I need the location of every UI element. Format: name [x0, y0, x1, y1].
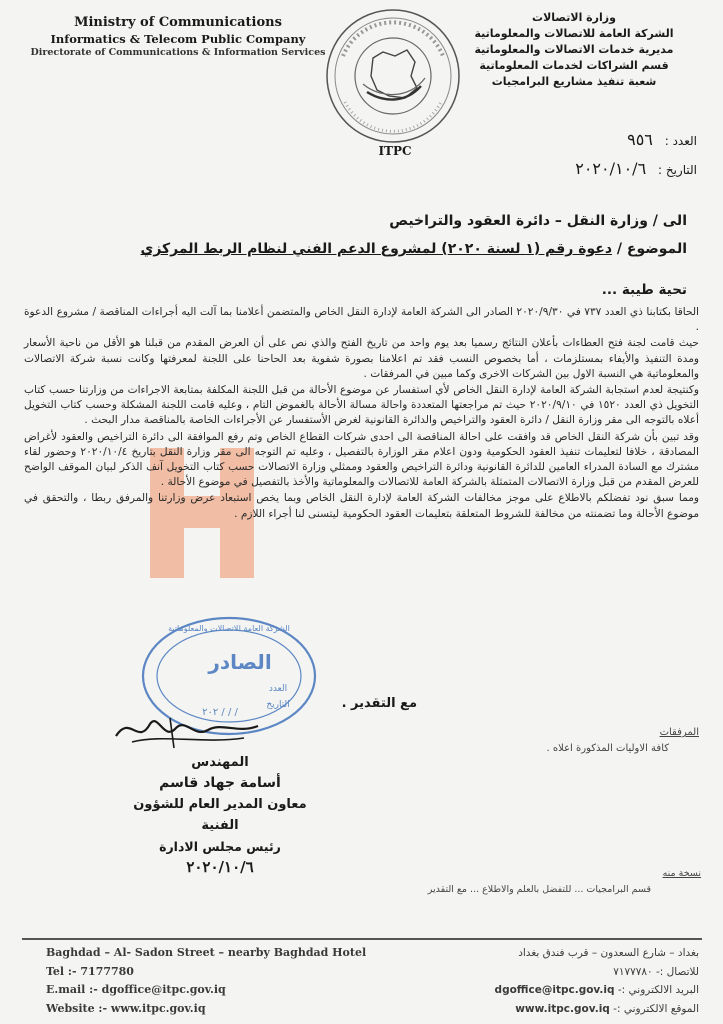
reference-number-row [575, 126, 697, 155]
stamp-label: الصادر [208, 650, 272, 674]
reference-date-row [575, 155, 697, 184]
footer-email-value[interactable]: dgoffice@itpc.gov.iq [494, 984, 615, 996]
reference-date-label: التاريخ : [657, 162, 697, 177]
subject-text: دعوة رقم (١ لسنة ٢٠٢٠) لمشروع الدعم الفني لنظام الربط المركزي [140, 241, 613, 257]
signatory-date: ٢٠٢٠/١٠/٦ [186, 858, 254, 876]
subject-label: الموضوع / [616, 241, 687, 257]
footer-address-ar: بغداد – شارع السعدون – قرب فندق بغداد [518, 947, 699, 959]
footer-email-label-ar: البريد الالكتروني :- [617, 984, 699, 996]
footer-email-ar [495, 981, 699, 1000]
footer-website-value[interactable]: www.itpc.gov.iq [515, 1002, 610, 1015]
itpc-emblem-icon [323, 6, 463, 146]
handwritten-signature [112, 708, 262, 750]
stamp-date-label: التاريخ [266, 700, 290, 710]
body-paragraph-4: وقد تبين بأن شركة النقل الخاص قد وافقت على احالة المناقصة الى احدى شركات القطاع الخاص وتم رفع الموافقة الى دائرة التراخيص والعقود لأغراض المصادقة ، خلافا لتعليمات تنفيذ العقود الحكومية ودون اعلام مقر الوزارة بالتفصيل ، وعليه تم التوجه الى مقر وزارة النقل بتاريخ ٢٠٢٠/١٠/٤ وحضور لقاء مشترك مع السادة المدراء العامين للدائرة القانونية ودائرة التراخيص والعقود وممثلي وزارة الاتصالات حسب كتاب التخويل آنف الذكر لبيان الموقف الواضح للعرض المقدم من قبل وزارة الاتصالات المتمثلة بالشركة العامة للاتصالات والمعلوماتية والأخذ بالتفصيل في موضوع الأحالة . [24, 430, 699, 489]
footer-website-label-ar: الموقع الالكتروني :- [613, 1002, 699, 1015]
footer-website-en[interactable]: Website :- www.itpc.gov.iq [46, 1001, 206, 1015]
logo-text: ITPC [378, 144, 412, 158]
stamp-date-value: ٢٠٢ / / / [202, 707, 238, 718]
stamp-number-label: العدد [268, 684, 288, 694]
reference-number-label: العدد : [664, 134, 697, 148]
ministry-name-ar: وزارة الاتصالات [532, 11, 616, 24]
footer-email-en[interactable]: E.mail :- dgoffice@itpc.gov.iq [46, 983, 226, 996]
signatory-position-1: معاون المدير العام للشؤون الفنية [133, 797, 307, 833]
department-name-ar: قسم الشراكات لخدمات المعلوماتية [479, 58, 669, 72]
directorate-name-ar: مديرية خدمات الاتصالات والمعلوماتية [474, 42, 674, 56]
footer-website-ar [495, 1000, 699, 1019]
footer-divider [22, 938, 702, 940]
letterhead-arabic [449, 10, 699, 90]
attachments-title: المرفقات [659, 727, 699, 738]
ministry-name-en: Ministry of Communications [74, 15, 282, 30]
directorate-name-en: Directorate of Communications & Information Services [30, 47, 326, 59]
signatory-position-2: رئيس مجلس الادارة [159, 839, 281, 854]
footer-arabic [495, 944, 699, 1018]
company-name-en: Informatics & Telecom Public Company [50, 31, 306, 46]
closing: مع التقدير . [341, 696, 417, 711]
copy-title: نسخة منه [662, 868, 701, 879]
letterhead-english [28, 14, 328, 60]
copy-item: قسم البرامجيات ... للتفضل بالعلم والاطلاع ... مع التقدير [427, 884, 651, 895]
company-name-ar: الشركة العامة للاتصالات والمعلوماتية [474, 26, 674, 40]
body-paragraph-2: حيث قامت لجنة فتح العطاءات بأعلان النتائج رسميا بعد يوم واحد من تاريخ الفتح والذي نص على أن العرض المقدم من قبلنا هو الأقل من ناحية الأسعار ومدة التنفيذ والأيفاء بمستلزمات ، أما بخصوص النسب فقد تم اعلامنا بصورة شفوية بعد الحاحنا على اللجنة لمعرفتها وكانت نسبة شركة الاتصالات والمعلوماتية هي النسبة الاول بين الشركات الاخرى وكما مبين في المرفقات . [24, 337, 699, 380]
reference-number-value: ٩٥٦ [627, 130, 653, 149]
footer-address-en: Baghdad – Al- Sadon Street – nearby Baghdad Hotel [46, 946, 367, 959]
section-name-ar: شعبة تنفيذ مشاريع البرامجيات [491, 74, 657, 88]
reference-date-value: ٢٠٢٠/١٠/٦ [575, 158, 647, 178]
stamp-org: الشركة العامة للاتصالات والمعلوماتية [168, 624, 290, 633]
body-paragraph-1: الحاقا بكتابنا ذي العدد ٧٣٧ في ٢٠٢٠/٩/٣٠ الصادر الى الشركة العامة لإدارة النقل الخاص والمتضمن أعلامنا بما آلت اليه أجراءات المناقصة / مشروع الدعوة . [24, 306, 699, 334]
letter-body [24, 305, 699, 523]
subject-line [141, 241, 688, 257]
attachments-item: كافة الاوليات المذكورة اعلاه . [546, 743, 669, 754]
signatory-title: المهندس [191, 755, 249, 770]
body-paragraph-3: وكنتيجة لعدم استجابة الشركة العامة لإدارة النقل الخاص لأي استفسار عن موضوع الأحالة من قبل اللجنة المكلفة بمتابعة الاجراءات من وزارتنا حسب كتاب التخويل ذي العدد ١٥٢٠ في ٢٠٢٠/٩/١٠ حيث تم مراجعتها المتعددة واحالة مسالة الأحالة بالغموض التام ، وعليه قامت اللجنة المشكلة وحسب كتاب التخويل أعلاه بالتوجه الى مقر وزارة النقل / دائرة العقود والتراخيص والدائرة القانونية لغرض الأستفسار عن الأجراءات الخاصة بالمناقصة مدار البحث . [24, 384, 699, 427]
reference-block [575, 126, 697, 184]
footer-english [46, 944, 366, 1018]
greeting: تحية طيبة ... [601, 282, 687, 298]
body-paragraph-5: ومما سبق نود تفضلكم بالاطلاع على موجز مخالفات الشركة العامة لإدارة النقل الخاص وبما يخص استبعاد عرض وزارتنا والمرفق ربطا ، والتحقق في موضوع الأحالة وما تضمنته من مخالفة للشروط المتعلقة بتعليمات العقود الحكومية ليتسنى لنا أجراء اللازم . [24, 492, 699, 520]
footer-tel-ar: للاتصال :- ٧١٧٧٧٨٠ [613, 965, 699, 978]
signatory-name: أسامة جهاد قاسم [159, 775, 281, 791]
addressee: الى / وزارة النقل – دائرة العقود والتراخيص [389, 213, 687, 229]
signatory-block [125, 752, 315, 878]
footer-tel-en: Tel :- 7177780 [46, 964, 134, 978]
